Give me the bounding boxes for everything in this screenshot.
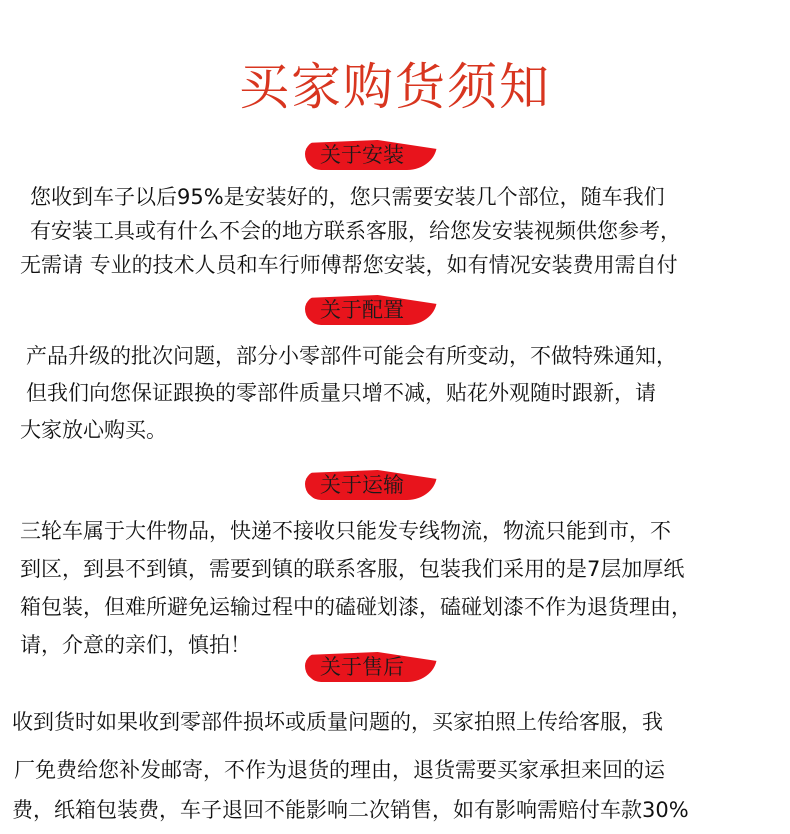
- section-heading-configuration: 关于配置: [320, 298, 404, 322]
- text-line: 费，纸箱包装费，车子退回不能影响二次销售，如有影响需赔付车款30%: [12, 798, 689, 822]
- text-line: 大家放心购买。: [20, 418, 167, 442]
- text-line: 您收到车子以后95%是安装好的，您只需要安装几个部位，随车我们: [30, 185, 665, 209]
- section-text-configuration: [20, 338, 677, 449]
- section-heading-installation: 关于安装: [320, 143, 404, 167]
- section-text-installation: [20, 180, 681, 282]
- text-line: 三轮车属于大件物品，快递不接收只能发专线物流，物流只能到市，不: [20, 519, 671, 543]
- section-heading-shipping: 关于运输: [320, 473, 404, 497]
- text-line: 到区，到县不到镇，需要到镇的联系客服，包装我们采用的是7层加厚纸: [20, 557, 685, 581]
- text-line: 收到货时如果收到零部件损坏或质量问题的，买家拍照上传给客服，我: [12, 710, 663, 734]
- text-line: 厂免费给您补发邮寄，不作为退货的理由，退货需要买家承担来回的运: [14, 758, 665, 782]
- section-text-after-sales: [12, 698, 689, 834]
- text-line: 但我们向您保证跟换的零部件质量只增不减，贴花外观随时跟新，请: [26, 381, 656, 405]
- page-title: 买家购货须知: [239, 58, 551, 116]
- section-heading-after-sales: 关于售后: [320, 655, 404, 679]
- text-line: 产品升级的批次问题，部分小零部件可能会有所变动，不做特殊通知，: [26, 344, 677, 368]
- text-line: 无需请 专业的技术人员和车行师傅帮您安装，如有情况安装费用需自付: [20, 253, 678, 277]
- section-text-shipping: [20, 512, 692, 664]
- text-line: 箱包装，但难所避免运输过程中的磕碰划漆，磕碰划漆不作为退货理由，: [20, 595, 692, 619]
- text-line: 有安装工具或有什么不会的地方联系客服，给您发安装视频供您参考，: [30, 219, 681, 243]
- text-line: 请，介意的亲们，慎拍！: [20, 633, 251, 657]
